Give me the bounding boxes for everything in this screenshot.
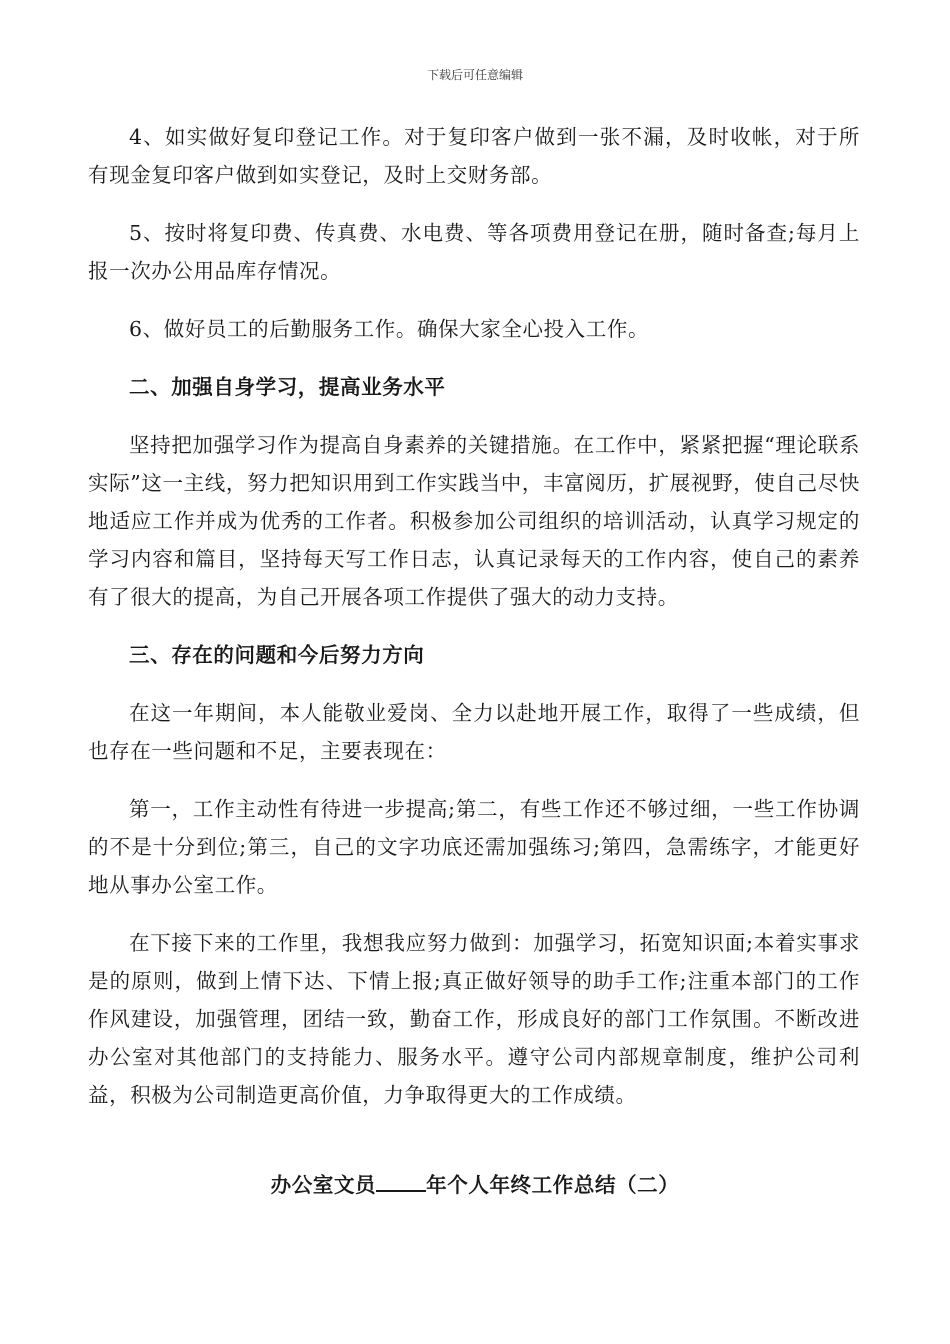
section-heading-2: 二、加强自身学习，提高业务水平 [129,375,446,399]
paragraph-future-plan: 在下接下来的工作里，我想我应努力做到：加强学习，拓宽知识面;本着实事求是的原则，做到上情下达、下情上报;真正做好领导的助手工作;注重本部门的工作作风建设，加强管理，团结一致，勤奋工作，形成良好的部门工作氛围。不断改进办公室对其他部门的支持能力、服务水平。遵守公司内部规章制度，维护公司利益，积极为公司制造更高价值，力争取得更大的工作成绩。 [88,931,860,1107]
section-heading-3: 三、存在的问题和今后努力方向 [129,643,425,667]
paragraph-item-6: 6、做好员工的后勤服务工作。确保大家全心投入工作。 [129,317,650,341]
paragraph-problems-intro: 在这一年期间，本人能敬业爱岗、全力以赴地开展工作，取得了一些成绩，但也存在一些问题和不足，主要表现在： [88,701,860,763]
paragraph-item-5: 5、按时将复印费、传真费、水电费、等各项费用登记在册，随时备查;每月上报一次办公用品库存情况。 [88,221,860,283]
title-prefix: 办公室文员 [270,1173,377,1197]
document-title [0,1166,950,1204]
paragraph-item-4: 4、如实做好复印登记工作。对于复印客户做到一张不漏，及时收帐，对于所有现金复印客户做到如实登记，及时上交财务部。 [88,125,860,187]
document-body [88,118,860,1134]
paragraph-study: 坚持把加强学习作为提高自身素养的关键措施。在工作中，紧紧把握“理论联系实际”这一主线，努力把知识用到工作实践当中，丰富阅历，扩展视野，使自己尽快地适应工作并成为优秀的工作者。积极参加公司组织的培训活动，认真学习规定的学习内容和篇目，坚持每天写工作日志，认真记录每天的工作内容，使自己的素养有了很大的提高，为自己开展各项工作提供了强大的动力支持。 [88,433,860,609]
paragraph-problems-list: 第一，工作主动性有待进一步提高;第二，有些工作还不够过细，一些工作协调的不是十分到位;第三，自己的文字功底还需加强练习;第四，急需练字，才能更好地从事办公室工作。 [88,797,860,897]
title-suffix: 年个人年终工作总结（二） [426,1173,680,1197]
title-blank-line [376,1172,426,1192]
header-note: 下载后可任意编辑 [426,68,523,82]
